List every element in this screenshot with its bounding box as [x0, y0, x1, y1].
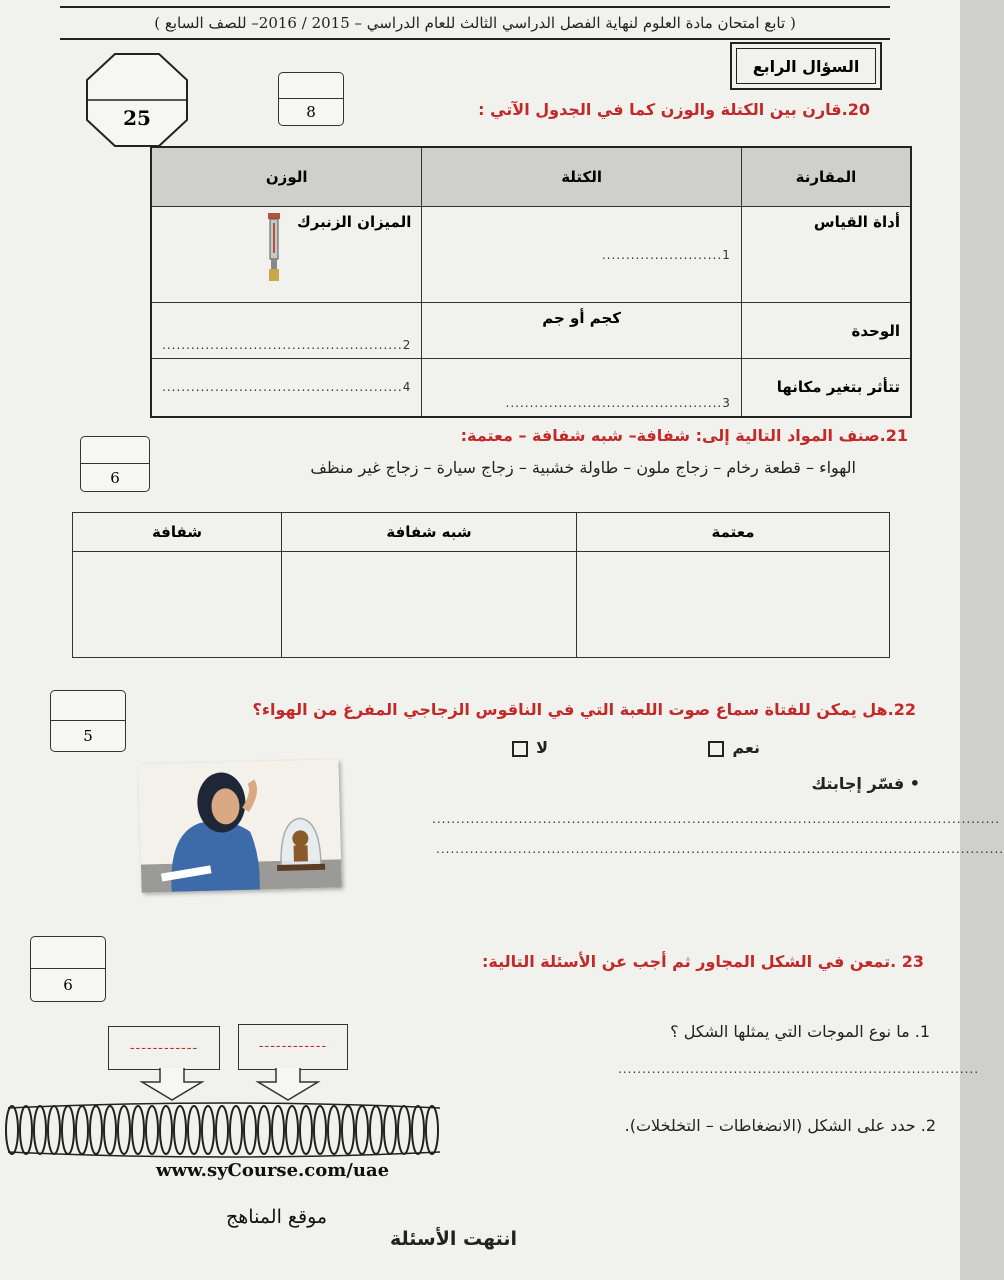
q22-score: 5: [83, 727, 93, 745]
wave-label-blank-2: ------------: [258, 1039, 328, 1054]
q22-explain: • فسّر إجابتك: [811, 774, 920, 793]
q22-yes-label: نعم: [732, 738, 760, 757]
q20-unit-mass: كجم أو جم: [422, 303, 741, 359]
wave-arrows: [100, 1068, 360, 1102]
q20-score-box: [278, 72, 344, 126]
q21-score: 6: [110, 468, 120, 487]
q20-header-mass: الكتلة: [422, 147, 741, 207]
end-of-questions: انتهت الأسئلة: [390, 1228, 518, 1250]
wave-label-box-1[interactable]: [108, 1026, 220, 1070]
q21-table: [72, 512, 890, 658]
spring-balance-icon: [265, 213, 283, 283]
q20-table: [150, 146, 912, 418]
q20-text: 20.قارن بين الكتلة والوزن كما في الجدول الآتي :: [478, 100, 870, 119]
q23-sub1: 1. ما نوع الموجات التي يمثلها الشكل ؟: [670, 1022, 930, 1041]
wave-label-blank-1: ------------: [129, 1041, 199, 1056]
q20-blank-3[interactable]: 3.............................................: [505, 395, 731, 410]
q21-text: 21.صنف المواد التالية إلى: شفافة– شبه شفافة – معتمة:: [460, 426, 908, 445]
total-score-octagon: [85, 52, 189, 148]
q22-answer-line-2[interactable]: ......................................................................................................................: [436, 842, 1004, 856]
q20-blank-2[interactable]: 2..................................................: [162, 338, 412, 352]
q23-sub2: 2. حدد على الشكل (الانضغاطات – التخلخلات).: [624, 1116, 936, 1135]
footer-site-name: موقع المناهج: [226, 1206, 328, 1228]
total-score-value: 25: [123, 106, 151, 130]
q21-header-translucent: شبه شفافة: [282, 513, 577, 552]
girl-bell-jar-illustration: [138, 759, 341, 892]
q23-score-box: [30, 936, 106, 1002]
q22-no-option[interactable]: [504, 738, 548, 757]
section-title: السؤال الرابع: [736, 48, 876, 84]
q21-cell-transparent[interactable]: [73, 552, 282, 658]
exam-header: [60, 6, 890, 40]
q22-answer-line-1[interactable]: ......................................................................................................................: [432, 812, 1001, 826]
q22-no-label: لا: [536, 738, 548, 757]
q23-score: 6: [63, 976, 73, 994]
q20-score: 8: [306, 103, 316, 121]
q21-score-box: [80, 436, 150, 492]
q23-sub1-answer-line[interactable]: ...........................................................................: [618, 1062, 980, 1076]
exam-header-text: ( تابع امتحان مادة العلوم لنهاية الفصل الدراسي الثالث للعام الدراسي – 2015 / 2016– للصف السابع ): [154, 14, 796, 32]
q22-score-box: [50, 690, 126, 752]
q20-row-unit-label: الوحدة: [741, 303, 911, 359]
q21-header-opaque: معتمة: [577, 513, 890, 552]
footer-url[interactable]: www.syCourse.com/uae: [156, 1160, 390, 1181]
wave-label-box-2[interactable]: [238, 1024, 348, 1070]
q22-yes-checkbox[interactable]: [708, 741, 724, 757]
q20-row-location-label: تتأثر بتغير مكانها: [741, 359, 911, 417]
q21-header-transparent: شفافة: [73, 513, 282, 552]
q20-blank-1[interactable]: 1.........................: [601, 247, 731, 262]
q21-materials: الهواء – قطعة رخام – زجاج ملون – طاولة خشبية – زجاج سيارة – زجاج غير منظف: [310, 458, 856, 477]
q21-cell-opaque[interactable]: [577, 552, 890, 658]
q21-cell-translucent[interactable]: [282, 552, 577, 658]
longitudinal-wave-coils: [0, 1100, 460, 1160]
q20-header-weight: الوزن: [151, 147, 422, 207]
q20-row-tool-label: أداة القياس: [741, 207, 911, 303]
q20-header-comparison: المقارنة: [741, 147, 911, 207]
section-title-box: [730, 42, 882, 90]
q20-blank-4[interactable]: 4..................................................: [162, 380, 412, 395]
q22-text: 22.هل يمكن للفتاة سماع صوت اللعبة التي في الناقوس الزجاجي المفرغ من الهواء؟: [252, 700, 916, 719]
q22-yes-option[interactable]: [700, 738, 760, 757]
q22-no-checkbox[interactable]: [512, 741, 528, 757]
q23-text: 23 .تمعن في الشكل المجاور ثم أجب عن الأسئلة التالية:: [482, 952, 924, 971]
q20-spring-balance-label: الميزان الزنبرك: [296, 213, 412, 231]
